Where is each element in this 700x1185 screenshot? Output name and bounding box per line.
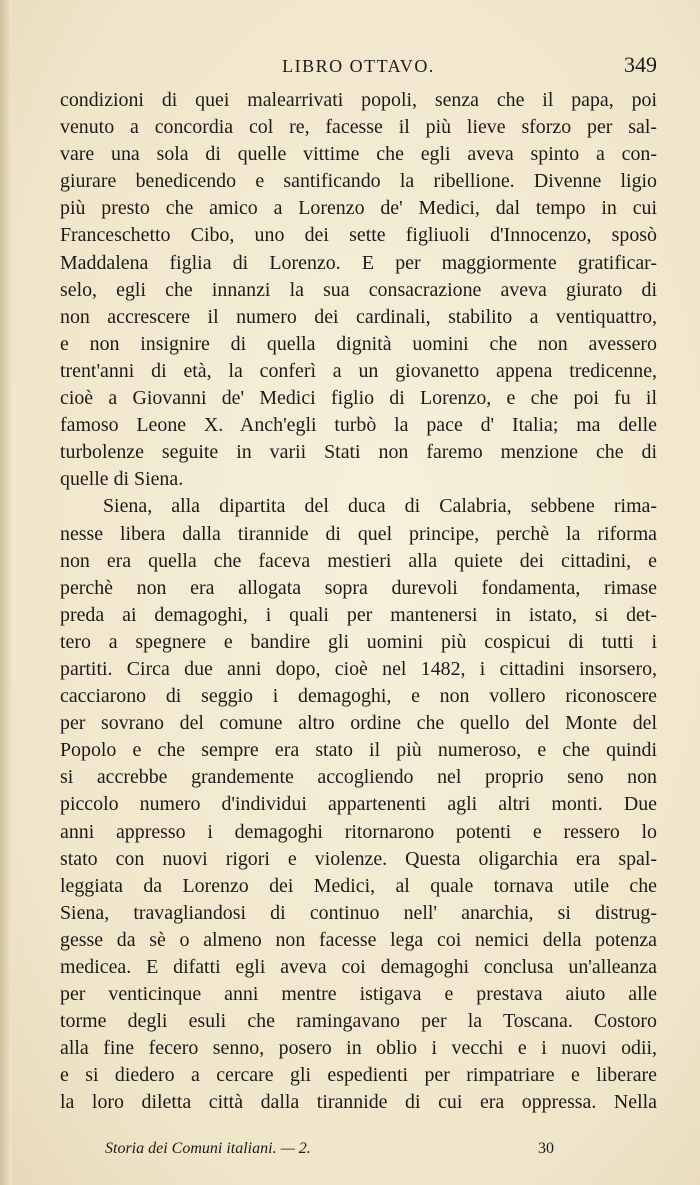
- text-line: famoso Leone X. Anch'egli turbò la pace d' Italia; ma delle: [60, 414, 657, 437]
- text-line: per sovrano del comune altro ordine che quello del Monte del: [60, 712, 657, 735]
- text-line: Maddalena figlia di Lorenzo. E per maggiormente gratificar-: [60, 251, 657, 274]
- text-line: nesse libera dalla tirannide di quel principe, perchè la riforma: [60, 522, 657, 545]
- text-line: medicea. E difatti egli aveva coi demagoghi conclusa un'alleanza: [60, 956, 657, 978]
- text-line: preda ai demagoghi, i quali per mantenersi in istato, si det-: [60, 603, 657, 626]
- text-line: vare una sola di quelle vittime che egli aveva spinto a con-: [60, 143, 657, 166]
- text-line: Franceschetto Cibo, uno dei sette figliuoli d'Innocenzo, sposò: [60, 224, 657, 247]
- text-line: anni appresso i demagoghi ritornarono potenti e ressero lo: [60, 820, 657, 843]
- text-line: perchè non era allogata sopra durevoli fondamenta, rimase: [60, 576, 657, 599]
- text-line: cioè a Giovanni de' Medici figlio di Lorenzo, e che poi fu il: [60, 387, 657, 410]
- text-line: torme degli esuli che ramingavano per la Toscana. Costoro: [60, 1010, 657, 1033]
- footer-book-title: Storia dei Comuni italiani. — 2.: [105, 1140, 311, 1157]
- text-line: trent'anni di età, la conferì a un giovanetto appena tredicenne,: [60, 359, 657, 382]
- body-text: [60, 87, 657, 1117]
- text-line: venuto a concordia col re, facesse il più lieve sforzo per sal-: [60, 116, 657, 139]
- signature-mark: 30: [538, 1140, 554, 1157]
- text-line: e non insignire di quella dignità uomini che non avessero: [60, 332, 657, 355]
- text-line: tero a spegnere e bandire gli uomini più cospicui di tutti i: [60, 630, 657, 653]
- text-line: stato con nuovi rigori e violenze. Questa oligarchia era spal-: [60, 847, 657, 870]
- text-line: per venticinque anni mentre istigava e prestava aiuto alle: [60, 983, 657, 1006]
- text-line: non era quella che faceva mestieri alla quiete dei cittadini, e: [60, 549, 657, 572]
- text-line: più presto che amico a Lorenzo de' Medici, dal tempo in cui: [60, 197, 657, 220]
- text-line: gesse da sè o almeno non facesse lega coi nemici della potenza: [60, 928, 657, 951]
- text-line: partiti. Circa due anni dopo, cioè nel 1482, i cittadini insorsero,: [60, 657, 657, 680]
- text-line: si accrebbe grandemente accogliendo nel proprio seno non: [60, 766, 657, 789]
- text-line: piccolo numero d'individui appartenenti agli altri monti. Due: [60, 793, 657, 816]
- text-line: selo, egli che innanzi la sua consacrazione aveva giurato di: [60, 278, 657, 301]
- paragraph-first-line: Siena, alla dipartita del duca di Calabria, sebbene rima-: [103, 495, 657, 518]
- text-line: giurare benedicendo e santificando la ribellione. Divenne ligio: [60, 170, 657, 193]
- text-line: alla fine fecero senno, posero in oblio i vecchi e i nuovi odii,: [60, 1037, 657, 1060]
- text-line: cacciarono di seggio i demagoghi, e non vollero riconoscere: [60, 685, 657, 708]
- page-header: [60, 52, 657, 82]
- text-line: Popolo e che sempre era stato il più numeroso, e che quindi: [60, 739, 657, 762]
- paragraph-end-line: quelle di Siena.: [60, 468, 184, 491]
- page-number: 349: [624, 52, 657, 77]
- text-line: la loro diletta città dalla tirannide di cui era oppressa. Nella: [60, 1091, 657, 1114]
- text-line: Siena, travagliandosi di continuo nell' anarchia, si distrug-: [60, 901, 657, 924]
- text-line: leggiata da Lorenzo dei Medici, al quale tornava utile che: [60, 874, 657, 897]
- running-head: LIBRO OTTAVO.: [282, 56, 435, 76]
- text-line: turbolenze seguite in varii Stati non faremo menzione che di: [60, 441, 657, 464]
- text-line: e si diedero a cercare gli espedienti per rimpatriare e liberare: [60, 1064, 657, 1087]
- page-footer: [60, 1140, 657, 1166]
- page-spine-shadow: [0, 0, 12, 1185]
- text-line: non accrescere il numero dei cardinali, stabilito a ventiquattro,: [60, 305, 657, 328]
- text-line: condizioni di quei malearrivati popoli, senza che il papa, poi: [60, 89, 657, 111]
